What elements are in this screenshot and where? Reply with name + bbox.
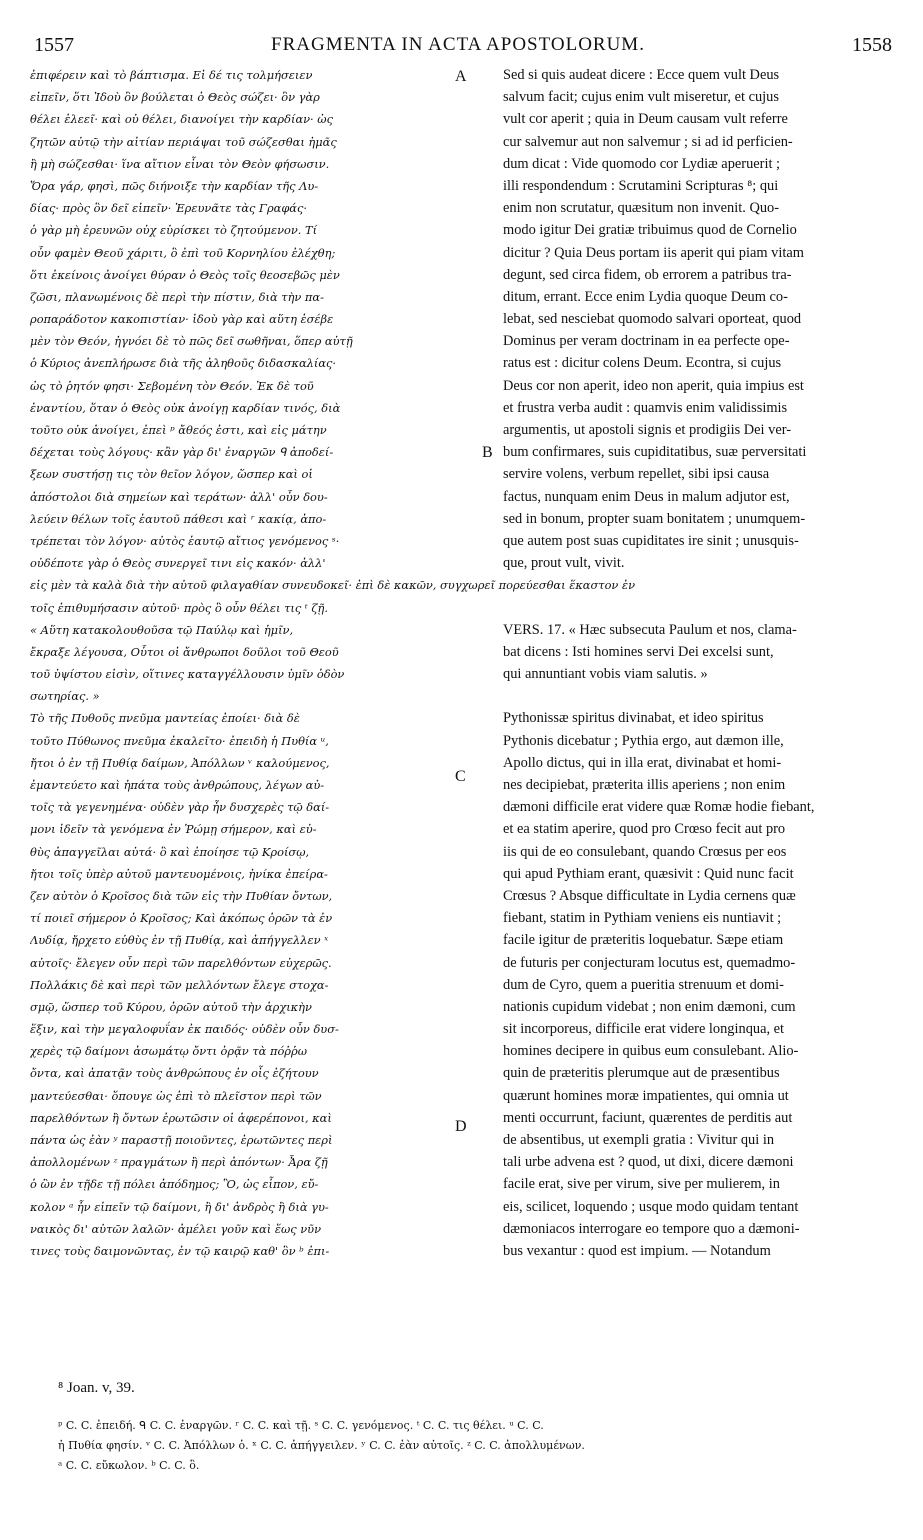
greek-text-line: Λυδίᾳ, ἤρχετο εὐθὺς ἐν τῇ Πυθίᾳ, καὶ ἀπήγγελλεν ˣ bbox=[30, 933, 329, 948]
latin-text-line: Crœsus ? Absque difficultate in Lydia cernens quæ bbox=[503, 887, 796, 904]
margin-letter-c: C bbox=[455, 768, 466, 785]
greek-text-line: τοῦ ὑψίστου εἰσὶν, οἵτινες καταγγέλλουσιν ὑμῖν ὁδὸν bbox=[30, 667, 345, 682]
latin-text-line: Sed si quis audeat dicere : Ecce quem vult Deus bbox=[503, 67, 780, 83]
latin-text-line: degunt, sed circa fidem, ob errorem a patribus tra- bbox=[503, 266, 792, 283]
margin-letter-b: B bbox=[482, 444, 493, 461]
latin-text-line: Pythonissæ spiritus divinabat, et ideo spiritus bbox=[503, 710, 764, 727]
greek-text-line: χερὲς τῷ δαίμονι ἀσωμάτῳ ὄντι ὁρᾷν τὰ πόῤῥω bbox=[30, 1044, 307, 1059]
latin-text-line: qui annuntiant vobis viam salutis. » bbox=[503, 666, 708, 683]
greek-text-line: ξεων συστήσῃ τις τὸν θεῖον λόγον, ὥσπερ καὶ οἱ bbox=[30, 467, 313, 482]
footnote: ⁸ Joan. v, 39. bbox=[58, 1380, 135, 1396]
greek-text-line: ἤτοι τοῖς ὑπὲρ αὐτοῦ μαντευομένοις, ἡνίκα ἐπείρα- bbox=[30, 866, 328, 881]
greek-text-line: εἰς μὲν τὰ καλὰ διὰ τὴν αὐτοῦ φιλαγαθίαν συνευδοκεῖ· ἐπὶ δὲ κακῶν, συγχωρεῖ πορεύεσθαι ἕκαστον ἐν bbox=[30, 578, 636, 593]
latin-text-line: homines decipere in quibus eum consulebant. Alio- bbox=[503, 1043, 799, 1060]
latin-text-line: lebat, sed nesciebat quomodo salvari oporteat, quod bbox=[503, 311, 802, 328]
greek-text-line: τοῦτο οὐκ ἀνοίγει, ἐπεὶ ᵖ ἄθεός ἐστι, καὶ εἰς μάτην bbox=[30, 423, 327, 437]
greek-text-line: ροπαράδοτον κακοπιστίαν· ἰδοὺ γὰρ καὶ αὕτη ἐσέβε bbox=[30, 312, 334, 327]
greek-text-line: ὁ Κύριος ἀνεπλήρωσε διὰ τῆς ἀληθοῦς διδασκαλίας· bbox=[30, 356, 337, 371]
margin-letter-a: A bbox=[455, 68, 467, 85]
latin-text-line: tali urbe advena est ? quod, ut dixi, dicere dæmoni bbox=[503, 1154, 794, 1171]
greek-text-line: ἐπιφέρειν καὶ τὸ βάπτισμα. Εἰ δέ τις τολμήσειεν bbox=[30, 68, 313, 82]
greek-text-line: ἀπόστολοι διὰ σημείων καὶ τεράτων· ἀλλ' οὖν δου- bbox=[30, 489, 328, 504]
page-header bbox=[24, 34, 892, 60]
latin-text-line: dum de Cyro, quem a pueritia strenuum et domi- bbox=[503, 976, 784, 993]
greek-text-line: μὲν τὸν Θεόν, ἠγνόει δὲ τὸ πῶς δεῖ σωθῆναι, ὅπερ αὐτῇ bbox=[30, 334, 353, 349]
latin-text-line: menti occurrunt, faciunt, quærentes de perditis aut bbox=[503, 1109, 793, 1126]
latin-text-line: Apollo dictus, qui in illa erat, divinabat et homi- bbox=[503, 754, 782, 771]
latin-text-line: Dominus per veram doctrinam in ea perfecte ope- bbox=[503, 333, 790, 350]
greek-text-line: δέχεται τοὺς λόγους· κἂν γὰρ δι' ἐναργῶν ᑫ ἀποδεί- bbox=[30, 445, 334, 460]
greek-text-line: Πολλάκις δὲ καὶ περὶ τῶν μελλόντων ἔλεγε στοχα- bbox=[30, 977, 329, 992]
latin-text-line: ditum, errant. Ecce enim Lydia quoque Deum co- bbox=[503, 288, 788, 305]
greek-text-line: δίας· πρὸς ὃν δεῖ εἰπεῖν· Ἐρευνᾶτε τὰς Γραφάς· bbox=[30, 201, 308, 216]
latin-column bbox=[503, 64, 891, 1262]
greek-text-line: τινες τοὺς δαιμονῶντας, ἐν τῷ καιρῷ καθ' ὃν ᵇ ἐπι- bbox=[30, 1243, 330, 1258]
greek-text-line: ἕξιν, καὶ τὴν μεγαλοφυΐαν ἐκ παιδός· οὐδὲν οὖν δυσ- bbox=[30, 1022, 339, 1037]
latin-text-line: Deus cor non aperit, ideo non aperit, quia impius est bbox=[503, 377, 804, 394]
latin-text-line: de futuris per conjecturam locutus est, quemadmo- bbox=[503, 954, 796, 971]
greek-text-line: ναικὸς δι' αὐτῶν λαλῶν· ἀμέλει γοῦν καὶ ἕως νῦν bbox=[30, 1221, 322, 1236]
latin-text-line: bat dicens : Isti homines servi Dei excelsi sunt, bbox=[503, 643, 774, 660]
greek-text-line: τοῖς ἐπιθυμήσασιν αὐτοῦ· πρὸς ὃ οὖν θέλει τις ᵗ ζῇ. bbox=[30, 600, 328, 615]
latin-text-line: Pythonis dicebatur ; Pythia ergo, aut dæmon ille, bbox=[503, 732, 784, 749]
greek-text-line: ἐναντίου, ὅταν ὁ Θεὸς οὐκ ἀνοίγῃ καρδίαν τινός, διὰ bbox=[30, 400, 341, 415]
greek-text-line: παρελθόντων ἢ ὄντων ἐρωτῶσιν οἱ ἀφερέπονοι, καὶ bbox=[30, 1110, 332, 1125]
greek-text-line: μονι ἰδεῖν τὰ γενόμενα ἐν Ῥώμῃ σήμερον, καὶ εὐ- bbox=[30, 822, 317, 837]
latin-text-line: illi respondendum : Scrutamini Scripturas ⁸; qui bbox=[503, 177, 779, 194]
greek-text-line: μαντεύεσθαι· ὅπουγε ὡς ἐπὶ τὸ πλεῖστον περὶ τῶν bbox=[30, 1088, 322, 1103]
greek-text-line: ἀπολλομένων ᶻ πραγμάτων ἢ περὶ ἀπόντων· Ἆρα ζῇ bbox=[30, 1155, 328, 1170]
latin-text-line: facile igitur de præteritis loquebatur. Sæpe etiam bbox=[503, 932, 784, 949]
latin-text-line: modo igitur Dei gratiæ tribuimus quod de Cornelio bbox=[503, 222, 797, 239]
latin-text-line: dum dicat : Vide quomodo cor Lydiæ aperuerit ; bbox=[503, 155, 781, 172]
greek-text-line: ζεν αὐτὸν ὁ Κροῖσος διὰ τῶν εἰς τὴν Πυθίαν ὄντων, bbox=[30, 888, 333, 903]
greek-text-line: ἐμαντεύετο καὶ ἠπάτα τοὺς ἀνθρώπους, λέγων αὐ- bbox=[30, 778, 325, 792]
greek-text-line: σμῷ, ὥσπερ τοῦ Κύρου, ὁρῶν αὐτοῦ τὴν ἀρχικὴν bbox=[30, 999, 312, 1014]
margin-letter-d: D bbox=[455, 1118, 467, 1135]
greek-text-line: ἤτοι ὁ ἐν τῇ Πυθίᾳ δαίμων, Ἀπόλλων ᵛ καλούμενος, bbox=[30, 755, 330, 770]
greek-text-line: Τὸ τῆς Πυθοῦς πνεῦμα μαντείας ἐποίει· διὰ δὲ bbox=[30, 711, 300, 726]
latin-text-line: sit incorporeus, difficile erat videre longinqua, et bbox=[503, 1021, 785, 1038]
latin-text-line bbox=[503, 685, 891, 707]
page-number-right: 1558 bbox=[852, 34, 892, 56]
greek-text-line: τοῖς τὰ γεγενημένα· οὐδὲν γὰρ ἦν δυσχερὲς τῷ δαί- bbox=[30, 800, 330, 815]
variant-line: ᵖ C. C. ἐπειδή. ᑫ C. C. ἐναργῶν. ʳ C. C. καὶ τῇ. ˢ C. C. γενόμενος. ᵗ C. C. τις θέλει. ᵘ C. C. bbox=[58, 1419, 544, 1432]
latin-text-line: servire volens, verbum repellet, sibi ipsi causa bbox=[503, 466, 770, 483]
greek-text-line: σωτηρίας. » bbox=[30, 689, 100, 704]
greek-text-line: οὐδέποτε γὰρ ὁ Θεὸς συνεργεῖ τινι εἰς κακόν· ἀλλ' bbox=[30, 556, 326, 571]
latin-text-line: que, prout vult, vivit. bbox=[503, 555, 625, 572]
greek-text-line: ὁ ὢν ἐν τῇδε τῇ πόλει ἀπόδημος; Ὃ, ὡς εἶπον, εὔ- bbox=[30, 1177, 319, 1192]
greek-text-line: ἢ μὴ σώζεσθαι· ἵνα αἴτιον εἶναι τὸν Θεὸν φήσωσιν. bbox=[30, 156, 330, 171]
latin-text-line: et ea statim aperire, quod pro Crœso fecit aut pro bbox=[503, 821, 786, 838]
greek-text-line: τρέπεται τὸν λόγον· αὐτὸς ἑαυτῷ αἴτιος γενόμενος ˢ· bbox=[30, 533, 340, 548]
latin-text-line: dicitur ? Quia Deus portam iis aperit qui piam vitam bbox=[503, 244, 804, 261]
latin-text-line: salvum facit; cujus enim vult miseretur, et cujus bbox=[503, 89, 779, 106]
latin-text-line: qui apud Pythiam erant, quæsivit : Quid nunc facit bbox=[503, 865, 794, 882]
latin-text-line: eis, scilicet, loquendo ; usque modo quidam tentant bbox=[503, 1198, 799, 1215]
greek-text-line: « Αὕτη κατακολουθοῦσα τῷ Παύλῳ καὶ ἡμῖν, bbox=[30, 622, 294, 637]
latin-text-line: iis qui de eo consulebant, quando Crœsus per eos bbox=[503, 843, 787, 860]
greek-text-line: Ὅρα γάρ, φησὶ, πῶς διήνοιξε τὴν καρδίαν τῆς Λυ- bbox=[30, 178, 319, 193]
latin-text-line: quin de præteritis plerumque aut de præsentibus bbox=[503, 1065, 780, 1082]
page-number-left: 1557 bbox=[34, 34, 74, 56]
latin-text-line bbox=[503, 597, 891, 619]
greek-text-line: λεύειν θέλων τοῖς ἑαυτοῦ πάθεσι καὶ ʳ κακίᾳ, ἀπο- bbox=[30, 511, 327, 526]
variant-readings bbox=[58, 1416, 908, 1476]
greek-text-line: ἔκραξε λέγουσα, Οὗτοι οἱ ἄνθρωποι δοῦλοι τοῦ Θεοῦ bbox=[30, 644, 339, 659]
latin-text-line: enim non scrutatur, quæsitum non invenit. Quo- bbox=[503, 200, 780, 217]
latin-text-line: cur salvemur aut non salvemur ; si ad id perficien- bbox=[503, 133, 793, 150]
greek-text-line: ὅτι ἐκείνοις ἀνοίγει θύραν ὁ Θεὸς τοῖς θεοσεβῶς μὲν bbox=[30, 267, 340, 282]
greek-text-line: κολον ᵃ ἦν εἰπεῖν τῷ δαίμονι, ἢ δι' ἀνδρὸς ἢ διὰ γυ- bbox=[30, 1199, 329, 1214]
latin-text-line: factus, nunquam enim Deus in malum adjutor est, bbox=[503, 488, 790, 505]
latin-text-line: que autem post suas cupiditates ire sinit ; unusquis- bbox=[503, 532, 799, 549]
latin-text-line: bus vexantur : quod est impium. — Notandum bbox=[503, 1242, 771, 1259]
latin-text-line: fiebant, statim in Pythiam veniens eis nuntiavit ; bbox=[503, 910, 782, 927]
latin-text-line: nationis cupidum videbat ; non enim dæmoni, cum bbox=[503, 998, 796, 1015]
latin-text-line: nes decipiebat, præterita illis aperiens ; non enim bbox=[503, 777, 786, 793]
latin-text-line: quærunt homines moræ impatientes, qui omnia ut bbox=[503, 1087, 789, 1104]
greek-text-line: ὁ γὰρ μὴ ἐρευνῶν οὐχ εὑρίσκει τὸ ζητούμενον. Τί bbox=[30, 223, 318, 238]
greek-text-line: οὖν φαμὲν Θεοῦ χάριτι, ὃ ἐπὶ τοῦ Κορνηλίου ἐλέχθη; bbox=[30, 245, 336, 260]
greek-text-line: τί ποιεῖ σήμερον ὁ Κροῖσος; Καὶ ἀκόπως ὁρῶν τὰ ἐν bbox=[30, 911, 333, 926]
greek-text-line: πάντα ὡς ἐὰν ʸ παραστῇ ποιοῦντες, ἐρωτῶντες περὶ bbox=[30, 1133, 333, 1147]
greek-text-line: ὡς τὸ ῥητόν φησι· Σεβομένη τὸν Θεόν. Ἐκ δὲ τοῦ bbox=[30, 378, 314, 393]
latin-text-line: VERS. 17. « Hæc subsecuta Paulum et nos, clama- bbox=[503, 621, 797, 638]
variant-line: ᵃ C. C. εὔκωλον. ᵇ C. C. ὃ. bbox=[58, 1459, 200, 1472]
greek-text-line: ζῶσι, πλανωμένοις δὲ περὶ τὴν πίστιν, διὰ τὴν πα- bbox=[30, 289, 324, 304]
latin-text-line: dæmoni difficile erat videre quæ Romæ hodie fiebant, bbox=[503, 799, 815, 816]
latin-text-line bbox=[503, 574, 891, 596]
latin-text-line: dæmoniacos interrogare eo tempore quo a dæmoni- bbox=[503, 1220, 800, 1237]
greek-text-line: ζητῶν αὐτῷ τὴν αἰτίαν περιάψαι τοῦ σώζεσθαι ἡμᾶς bbox=[30, 134, 337, 149]
latin-text-line: ratus est : dicitur colens Deum. Econtra, si cujus bbox=[503, 355, 782, 372]
greek-text-line: τοῦτο Πύθωνος πνεῦμα ἐκαλεῖτο· ἐπειδὴ ἡ Πυθία ᵘ, bbox=[30, 733, 329, 748]
greek-text-line: θέλει ἐλεεῖ· καὶ οὐ θέλει, διανοίγει τὴν καρδίαν· ὡς bbox=[30, 112, 333, 127]
latin-text-line: facile erat, sive per virum, sive per mulierem, in bbox=[503, 1176, 780, 1193]
greek-text-line: εἰπεῖν, ὅτι Ἰδοὺ ὃν βούλεται ὁ Θεὸς σώζει· ὃν γὰρ bbox=[30, 90, 320, 105]
greek-text-line: ὄντα, καὶ ἀπατᾷν τοὺς ἀνθρώπους ἐν οἷς ἐζήτουν bbox=[30, 1066, 319, 1081]
latin-text-line: et frustra verba audit : quamvis enim validissimis bbox=[503, 399, 788, 416]
latin-text-line: de absentibus, ut exempli gratia : Vivitur qui in bbox=[503, 1132, 775, 1148]
latin-text-line: argumentis, ut apostoli signis et prodigiis Dei ver- bbox=[503, 422, 792, 438]
latin-text-line: sed in bonum, propter suam bonitatem ; unumquem- bbox=[503, 510, 806, 527]
variant-line: ἡ Πυθία φησίν. ᵛ C. C. Ἀπόλλων ὁ. ˣ C. C. ἀπήγγειλεν. ʸ C. C. ἐὰν αὐτοῖς. ᶻ C. C. ἀπολλυμένων. bbox=[58, 1439, 585, 1452]
latin-text-line: vult cor aperit ; quia in Deum causam vult referre bbox=[503, 111, 788, 128]
running-title: FRAGMENTA IN ACTA APOSTOLORUM. bbox=[271, 34, 645, 55]
greek-text-line: αὐτοῖς· ἔλεγεν οὖν περὶ τῶν παρελθόντων εὐχερῶς. bbox=[30, 955, 332, 970]
greek-text-line: θὺς ἀπαγγεῖλαι αὐτά· ὃ καὶ ἐποίησε τῷ Κροίσῳ, bbox=[30, 844, 310, 859]
latin-text-line: bum confirmares, suis cupiditatibus, suæ perversitati bbox=[503, 444, 807, 461]
